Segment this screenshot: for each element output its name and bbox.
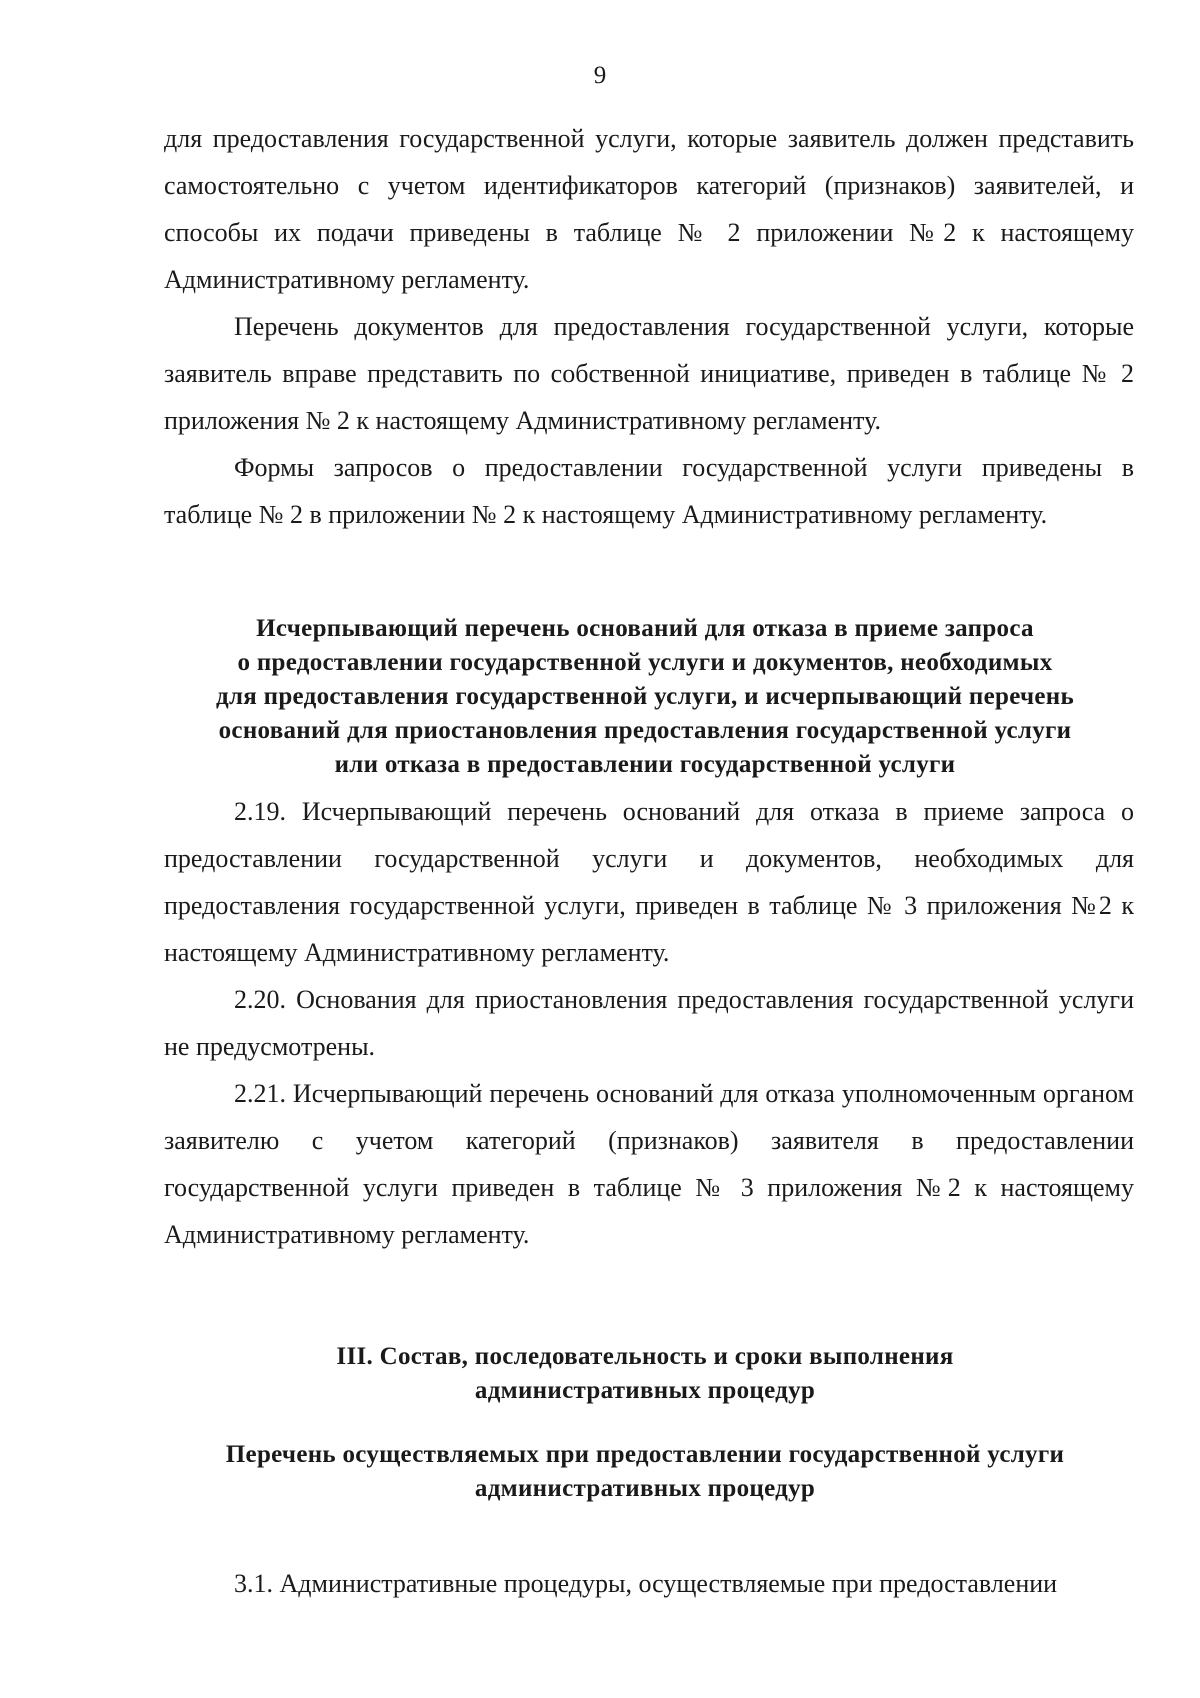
heading-line: III. Состав, последовательность и сроки выполнения bbox=[336, 1343, 954, 1370]
paragraph-request-forms: Формы запросов о предоставлении государственной услуги приведены в таблице № 2 в приложении № 2 к настоящему Административному регламенту. bbox=[164, 453, 1134, 529]
heading-line: оснований для приостановления предоставления государственной услуги bbox=[218, 717, 1072, 744]
paragraph-2-19: 2.19. Исчерпывающий перечень оснований для отказа в приеме запроса о предоставлении государственной услуги и документов, необходимых для предоставления государственной услуги, приведен в таблице № 3 приложения №2 к настоящему Административному регламенту. bbox=[164, 797, 1134, 967]
heading-line: административных процедур bbox=[474, 1377, 816, 1404]
heading-line: для предоставления государственной услуги, и исчерпывающий перечень bbox=[216, 683, 1074, 710]
heading-line: о предоставлении государственной услуги и документов, необходимых bbox=[237, 649, 1053, 676]
heading-section-3 bbox=[150, 1340, 1140, 1408]
section-3-text bbox=[164, 1560, 1134, 1607]
refusal-text bbox=[164, 788, 1134, 1258]
paragraph-3-1: 3.1. Административные процедуры, осуществляемые при предоставлении bbox=[234, 1569, 1058, 1598]
heading-line: или отказа в предоставлении государственной услуги bbox=[334, 751, 956, 778]
heading-refusal-grounds bbox=[150, 612, 1140, 782]
subheading-line: административных процедур bbox=[474, 1475, 816, 1502]
page-number: 9 bbox=[593, 62, 607, 89]
paragraph-optional-documents: Перечень документов для предоставления государственной услуги, которые заявитель вправе представить по собственной инициативе, приведен в таблице № 2 приложения № 2 к настоящему Административному регламенту. bbox=[164, 312, 1134, 435]
subheading-procedures-list bbox=[150, 1438, 1140, 1506]
paragraph-2-20: 2.20. Основания для приостановления предоставления государственной услуги не предусмотрены. bbox=[164, 985, 1134, 1061]
paragraph-2-21: 2.21. Исчерпывающий перечень оснований для отказа уполномоченным органом заявителю с учетом категорий (признаков) заявителя в предоставлении государственной услуги приведен в таблице № 3 приложения №2 к настоящему Административному регламенту. bbox=[164, 1079, 1134, 1249]
intro-text bbox=[164, 115, 1134, 538]
paragraph-documents-continuation: для предоставления государственной услуги, которые заявитель должен представить самостоятельно с учетом идентификаторов категорий (признаков) заявителей, и способы их подачи приведены в таблице № 2 приложении №2 к настоящему Административному регламенту. bbox=[164, 124, 1134, 294]
subheading-line: Перечень осуществляемых при предоставлении государственной услуги bbox=[225, 1441, 1065, 1468]
heading-line: Исчерпывающий перечень оснований для отказа в приеме запроса bbox=[256, 615, 1034, 642]
